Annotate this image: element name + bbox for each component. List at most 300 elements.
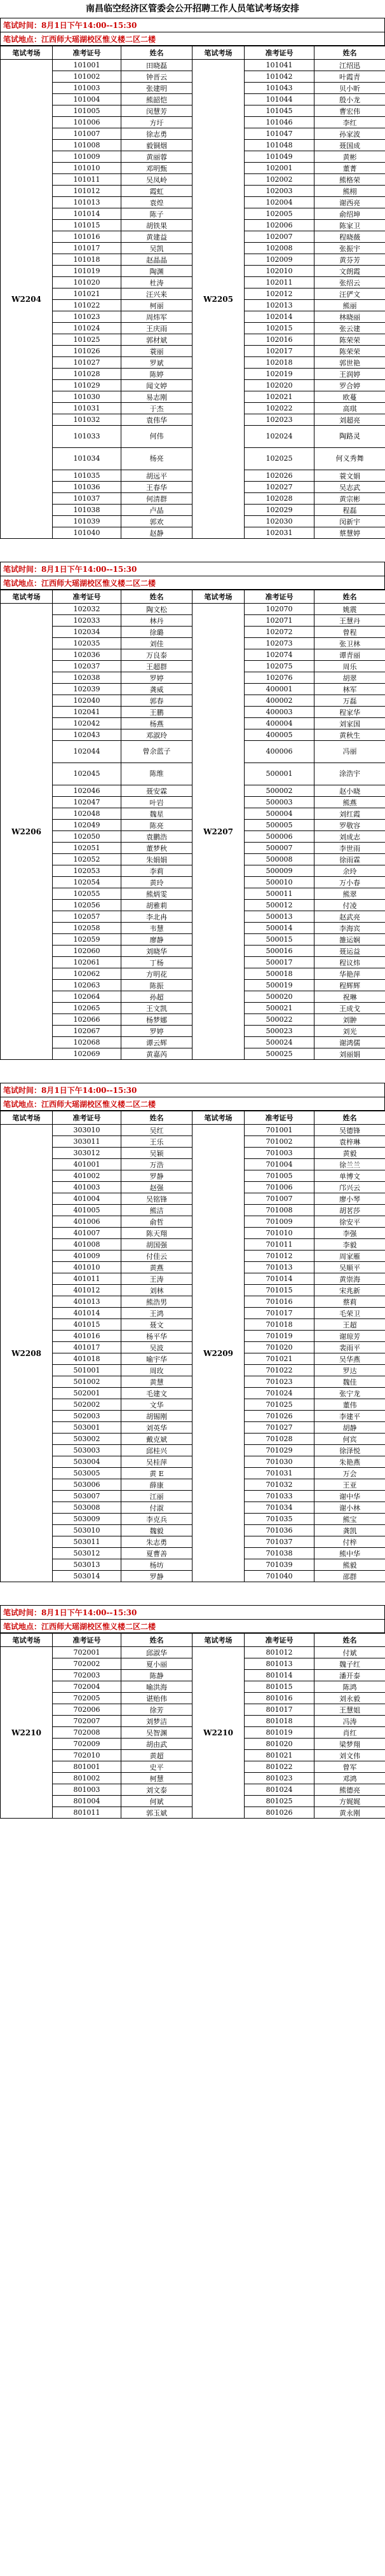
candidate-name: 叶岩 xyxy=(121,797,192,808)
ticket-number: 102061 xyxy=(53,957,121,968)
ticket-number: 102064 xyxy=(53,991,121,1003)
candidate-name: 廖小琴 xyxy=(314,1193,385,1205)
ticket-number: 801026 xyxy=(245,1807,314,1819)
candidate-name: 黄嘉芮 xyxy=(121,1048,192,1060)
candidate-name: 蔡慧婷 xyxy=(314,527,385,539)
header-row xyxy=(1,1634,385,1647)
exam-location: 笔试地点：江西师大瑶湖校区惟义楼二区二楼 xyxy=(0,576,385,590)
ticket-number: 500014 xyxy=(245,923,314,934)
ticket-number: 101021 xyxy=(53,288,121,300)
ticket-number: 702009 xyxy=(53,1739,121,1750)
candidate-name: 刘佳 xyxy=(121,638,192,649)
ticket-number: 701023 xyxy=(245,1376,314,1388)
ticket-number: 102016 xyxy=(245,334,314,346)
candidate-name: 易志刚 xyxy=(121,391,192,403)
candidate-name: 林军 xyxy=(314,684,385,695)
candidate-name: 徐兰兰 xyxy=(314,1159,385,1170)
ticket-number: 702002 xyxy=(53,1658,121,1670)
ticket-number: 101020 xyxy=(53,277,121,288)
ticket-number: 702006 xyxy=(53,1704,121,1716)
ticket-number: 102075 xyxy=(245,661,314,672)
room-cell: W2205 xyxy=(192,60,245,539)
ticket-number: 102050 xyxy=(53,831,121,843)
ticket-number: 102002 xyxy=(245,174,314,186)
candidate-name: 黄宗彬 xyxy=(314,493,385,505)
candidate-name: 宋兆新 xyxy=(314,1285,385,1296)
candidate-name: 熊格荣 xyxy=(314,174,385,186)
ticket-number: 101029 xyxy=(53,380,121,391)
ticket-number: 401013 xyxy=(53,1296,121,1308)
ticket-number: 101038 xyxy=(53,505,121,516)
ticket-number: 701033 xyxy=(245,1491,314,1502)
candidate-name: 陈婷 xyxy=(121,369,192,380)
ticket-number: 701002 xyxy=(245,1136,314,1148)
ticket-number: 401012 xyxy=(53,1285,121,1296)
room-cell: W2207 xyxy=(192,604,245,1060)
ticket-number: 500013 xyxy=(245,911,314,923)
candidate-name: 黄秋生 xyxy=(314,729,385,741)
ticket-number: 101034 xyxy=(53,448,121,470)
ticket-number: 102021 xyxy=(245,391,314,403)
candidate-name: 郭玉斌 xyxy=(121,1807,192,1819)
ticket-number: 502001 xyxy=(53,1388,121,1399)
candidate-name: 贝小昕 xyxy=(314,83,385,94)
candidate-name: 李红 xyxy=(314,117,385,128)
candidate-name: 廖静 xyxy=(121,934,192,946)
ticket-number: 102055 xyxy=(53,888,121,900)
ticket-number: 701012 xyxy=(245,1251,314,1262)
ticket-number: 702007 xyxy=(53,1716,121,1727)
header-row xyxy=(1,46,385,60)
candidate-name: 聂国成 xyxy=(314,140,385,151)
ticket-number: 101013 xyxy=(53,197,121,208)
candidate-name: 程晓薇 xyxy=(314,231,385,243)
ticket-number: 102020 xyxy=(245,380,314,391)
candidate-name: 张建明 xyxy=(121,83,192,94)
ticket-number: 503010 xyxy=(53,1525,121,1536)
candidate-name: 霞虹 xyxy=(121,186,192,197)
ticket-number: 701005 xyxy=(245,1170,314,1182)
room-header: 笔试考场 xyxy=(192,1634,245,1647)
ticket-number: 102012 xyxy=(245,288,314,300)
ticket-number: 102011 xyxy=(245,277,314,288)
ticket-number: 801023 xyxy=(245,1773,314,1784)
header-row xyxy=(1,590,385,604)
candidate-name: 胡茗莎 xyxy=(314,1205,385,1216)
ticket-number: 102056 xyxy=(53,900,121,911)
ticket-number: 401007 xyxy=(53,1228,121,1239)
ticket-number: 102044 xyxy=(53,741,121,763)
ticket-number: 101022 xyxy=(53,300,121,311)
ticket-number: 701038 xyxy=(245,1548,314,1559)
ticket-number: 801016 xyxy=(245,1693,314,1704)
ticket-number: 801001 xyxy=(53,1761,121,1773)
candidate-name: 裴雨平 xyxy=(314,1342,385,1353)
name-header: 姓名 xyxy=(314,1634,385,1647)
table-row xyxy=(1,60,385,71)
ticket-number: 500021 xyxy=(245,1003,314,1014)
ticket-header: 准考证号 xyxy=(53,1111,121,1125)
ticket-number: 702004 xyxy=(53,1681,121,1693)
seating-table xyxy=(0,46,385,539)
candidate-name: 罗婷 xyxy=(121,672,192,684)
candidate-name: 张绍云 xyxy=(314,277,385,288)
ticket-number: 102059 xyxy=(53,934,121,946)
candidate-name: 陈天翔 xyxy=(121,1228,192,1239)
candidate-name: 李毅 xyxy=(314,1239,385,1251)
candidate-name: 何宾 xyxy=(314,1434,385,1445)
ticket-number: 503013 xyxy=(53,1559,121,1571)
ticket-number: 400006 xyxy=(245,741,314,763)
ticket-number: 701016 xyxy=(245,1296,314,1308)
candidate-name: 万小春 xyxy=(314,877,385,888)
candidate-name: 黄丽蓉 xyxy=(121,151,192,163)
ticket-number: 801018 xyxy=(245,1716,314,1727)
candidate-name: 李克兵 xyxy=(121,1514,192,1525)
exam-time: 笔试时间：8月1日下午14:00--15:30 xyxy=(0,1083,385,1097)
ticket-number: 102040 xyxy=(53,695,121,707)
ticket-number: 102024 xyxy=(245,426,314,448)
candidate-name: 王超群 xyxy=(121,661,192,672)
ticket-number: 503002 xyxy=(53,1434,121,1445)
candidate-name: 徐璐 xyxy=(121,627,192,638)
candidate-name: 刘家国 xyxy=(314,718,385,729)
ticket-number: 102072 xyxy=(245,627,314,638)
candidate-name: 徐泽悦 xyxy=(314,1445,385,1456)
candidate-name: 谢琼芳 xyxy=(314,1331,385,1342)
ticket-number: 503006 xyxy=(53,1479,121,1491)
candidate-name: 林丹 xyxy=(121,615,192,627)
candidate-name: 邓淑玲 xyxy=(121,729,192,741)
candidate-name: 陈静 xyxy=(121,1670,192,1681)
candidate-name: 黄永刚 xyxy=(314,1807,385,1819)
ticket-number: 502002 xyxy=(53,1399,121,1411)
ticket-number: 701040 xyxy=(245,1571,314,1582)
candidate-name: 张云建 xyxy=(314,323,385,334)
candidate-name: 刘红霞 xyxy=(314,808,385,820)
ticket-number: 101003 xyxy=(53,83,121,94)
candidate-name: 董菁 xyxy=(314,163,385,174)
ticket-number: 500022 xyxy=(245,1014,314,1026)
ticket-number: 102070 xyxy=(245,604,314,615)
candidate-name: 王成戈 xyxy=(314,1003,385,1014)
ticket-number: 701013 xyxy=(245,1262,314,1273)
ticket-number: 701015 xyxy=(245,1285,314,1296)
candidate-name: 徐志勇 xyxy=(121,128,192,140)
room-header: 笔试考场 xyxy=(192,590,245,604)
ticket-header: 准考证号 xyxy=(245,1634,314,1647)
candidate-name: 谭青丽 xyxy=(314,649,385,661)
candidate-name: 吴顺平 xyxy=(314,1262,385,1273)
candidate-name: 黄 E xyxy=(121,1468,192,1479)
room-header: 笔试考场 xyxy=(1,46,53,60)
exam-section xyxy=(0,18,385,539)
ticket-number: 101027 xyxy=(53,357,121,369)
ticket-number: 500009 xyxy=(245,865,314,877)
candidate-name: 陶文松 xyxy=(121,604,192,615)
candidate-name: 刘丽娟 xyxy=(314,1048,385,1060)
ticket-number: 801004 xyxy=(53,1796,121,1807)
ticket-number: 401005 xyxy=(53,1205,121,1216)
seating-table xyxy=(0,590,385,1060)
ticket-number: 400003 xyxy=(245,707,314,718)
ticket-number: 102037 xyxy=(53,661,121,672)
candidate-name: 吴德锋 xyxy=(314,1125,385,1136)
room-cell: W2206 xyxy=(1,604,53,1060)
ticket-number: 102006 xyxy=(245,220,314,231)
candidate-name: 江绍迅 xyxy=(314,60,385,71)
ticket-number: 401014 xyxy=(53,1308,121,1319)
candidate-name: 王文凯 xyxy=(121,1003,192,1014)
ticket-number: 102026 xyxy=(245,470,314,482)
candidate-name: 吴凯 xyxy=(121,243,192,254)
candidate-name: 谭云辉 xyxy=(121,1037,192,1048)
ticket-number: 101043 xyxy=(245,83,314,94)
candidate-name: 朱娟娟 xyxy=(121,854,192,865)
ticket-number: 701009 xyxy=(245,1216,314,1228)
ticket-number: 102042 xyxy=(53,718,121,729)
ticket-number: 503008 xyxy=(53,1502,121,1514)
ticket-number: 701024 xyxy=(245,1388,314,1399)
candidate-name: 冯丽 xyxy=(314,741,385,763)
ticket-number: 500019 xyxy=(245,980,314,991)
table-row xyxy=(1,1125,385,1136)
ticket-number: 503003 xyxy=(53,1445,121,1456)
candidate-name: 付淑 xyxy=(121,1502,192,1514)
candidate-name: 罗合婷 xyxy=(314,380,385,391)
candidate-name: 熊炳雯 xyxy=(121,888,192,900)
ticket-number: 101008 xyxy=(53,140,121,151)
ticket-number: 102032 xyxy=(53,604,121,615)
ticket-number: 102025 xyxy=(245,448,314,470)
candidate-name: 袁鹏浩 xyxy=(121,831,192,843)
candidate-name: 万良泰 xyxy=(121,649,192,661)
room-cell: W2210 xyxy=(1,1647,53,1819)
candidate-name: 文华 xyxy=(121,1399,192,1411)
candidate-name: 罗婷 xyxy=(121,1026,192,1037)
room-header: 笔试考场 xyxy=(192,1111,245,1125)
candidate-name: 周乐 xyxy=(314,661,385,672)
candidate-name: 吴志武 xyxy=(314,482,385,493)
ticket-number: 102068 xyxy=(53,1037,121,1048)
ticket-number: 701022 xyxy=(245,1365,314,1376)
seating-table xyxy=(0,1111,385,1582)
ticket-number: 102038 xyxy=(53,672,121,684)
ticket-number: 401003 xyxy=(53,1182,121,1193)
candidate-name: 刘梦洁 xyxy=(121,1716,192,1727)
ticket-number: 101014 xyxy=(53,208,121,220)
ticket-header: 准考证号 xyxy=(53,590,121,604)
ticket-number: 101048 xyxy=(245,140,314,151)
ticket-header: 准考证号 xyxy=(245,590,314,604)
ticket-number: 801017 xyxy=(245,1704,314,1716)
ticket-number: 500018 xyxy=(245,968,314,980)
section-spacer xyxy=(0,539,385,562)
ticket-number: 102013 xyxy=(245,300,314,311)
ticket-number: 101010 xyxy=(53,163,121,174)
room-header: 笔试考场 xyxy=(1,1634,53,1647)
ticket-number: 500015 xyxy=(245,934,314,946)
ticket-number: 701018 xyxy=(245,1319,314,1331)
ticket-number: 102004 xyxy=(245,197,314,208)
candidate-name: 赵强 xyxy=(121,1182,192,1193)
candidate-name: 李世雨 xyxy=(314,843,385,854)
ticket-number: 101039 xyxy=(53,516,121,527)
candidate-name: 万浩 xyxy=(121,1159,192,1170)
candidate-name: 谢中华 xyxy=(314,1491,385,1502)
ticket-number: 503012 xyxy=(53,1548,121,1559)
candidate-name: 蓑丽 xyxy=(121,346,192,357)
ticket-number: 702010 xyxy=(53,1750,121,1761)
candidate-name: 陈振 xyxy=(121,980,192,991)
ticket-number: 701029 xyxy=(245,1445,314,1456)
candidate-name: 何斌 xyxy=(121,1796,192,1807)
ticket-number: 500001 xyxy=(245,763,314,785)
candidate-name: 卢晶 xyxy=(121,505,192,516)
candidate-name: 柯丽 xyxy=(121,300,192,311)
candidate-name: 吴桂萍 xyxy=(121,1456,192,1468)
candidate-name: 熊毅 xyxy=(314,1559,385,1571)
candidate-name: 陈亮 xyxy=(121,820,192,831)
ticket-number: 500023 xyxy=(245,1026,314,1037)
ticket-number: 102007 xyxy=(245,231,314,243)
ticket-number: 102015 xyxy=(245,323,314,334)
candidate-name: 李建平 xyxy=(314,1411,385,1422)
candidate-name: 毛荣卫 xyxy=(314,1308,385,1319)
ticket-number: 801003 xyxy=(53,1784,121,1796)
exam-time: 笔试时间：8月1日下午14:00--15:30 xyxy=(0,1605,385,1619)
exam-location: 笔试地点：江西师大瑶湖校区惟义楼二区二楼 xyxy=(0,32,385,46)
ticket-number: 401008 xyxy=(53,1239,121,1251)
candidate-name: 张宁龙 xyxy=(314,1388,385,1399)
candidate-name: 高琪 xyxy=(314,403,385,414)
candidate-name: 李海宾 xyxy=(314,923,385,934)
candidate-name: 吴红 xyxy=(121,1125,192,1136)
ticket-number: 701011 xyxy=(245,1239,314,1251)
ticket-number: 101025 xyxy=(53,334,121,346)
ticket-number: 801002 xyxy=(53,1773,121,1784)
ticket-number: 401017 xyxy=(53,1342,121,1353)
ticket-number: 401002 xyxy=(53,1170,121,1182)
candidate-name: 郭欢 xyxy=(121,516,192,527)
candidate-name: 欧蔓 xyxy=(314,391,385,403)
ticket-number: 500017 xyxy=(245,957,314,968)
ticket-number: 801013 xyxy=(245,1658,314,1670)
ticket-number: 102019 xyxy=(245,369,314,380)
ticket-number: 101019 xyxy=(53,266,121,277)
candidate-name: 程磊 xyxy=(314,505,385,516)
candidate-name: 田晓磊 xyxy=(121,60,192,71)
candidate-name: 吴华燕 xyxy=(314,1353,385,1365)
candidate-name: 刘文伟 xyxy=(314,1750,385,1761)
ticket-number: 401006 xyxy=(53,1216,121,1228)
ticket-number: 400005 xyxy=(245,729,314,741)
ticket-number: 102018 xyxy=(245,357,314,369)
name-header: 姓名 xyxy=(121,1634,192,1647)
ticket-number: 101023 xyxy=(53,311,121,323)
candidate-name: 熊宝 xyxy=(314,1514,385,1525)
name-header: 姓名 xyxy=(121,1111,192,1125)
ticket-number: 101045 xyxy=(245,105,314,117)
candidate-name: 李强 xyxy=(314,1228,385,1239)
candidate-name: 邱桂兴 xyxy=(121,1445,192,1456)
ticket-number: 102071 xyxy=(245,615,314,627)
candidate-name: 周家雁 xyxy=(314,1251,385,1262)
ticket-number: 701035 xyxy=(245,1514,314,1525)
ticket-number: 801020 xyxy=(245,1739,314,1750)
candidate-name: 王润婷 xyxy=(314,369,385,380)
candidate-name: 付梓 xyxy=(314,1536,385,1548)
ticket-number: 101024 xyxy=(53,323,121,334)
candidate-name: 程家华 xyxy=(314,707,385,718)
ticket-number: 303010 xyxy=(53,1125,121,1136)
ticket-number: 701006 xyxy=(245,1182,314,1193)
section-spacer xyxy=(0,1582,385,1605)
candidate-name: 王春华 xyxy=(121,482,192,493)
candidate-name: 胡国强 xyxy=(121,1239,192,1251)
name-header: 姓名 xyxy=(121,590,192,604)
candidate-name: 赵晶晶 xyxy=(121,254,192,266)
ticket-number: 503014 xyxy=(53,1571,121,1582)
candidate-name: 邝兴云 xyxy=(314,1182,385,1193)
candidate-name: 余玲 xyxy=(314,865,385,877)
room-cell: W2210 xyxy=(192,1647,245,1819)
ticket-number: 701028 xyxy=(245,1434,314,1445)
name-header: 姓名 xyxy=(314,590,385,604)
candidate-name: 毛建文 xyxy=(121,1388,192,1399)
ticket-number: 101002 xyxy=(53,71,121,83)
candidate-name: 周玫 xyxy=(121,1365,192,1376)
candidate-name: 吴波 xyxy=(121,1342,192,1353)
candidate-name: 胡锡刚 xyxy=(121,1411,192,1422)
candidate-name: 王涛 xyxy=(121,1273,192,1285)
ticket-number: 102008 xyxy=(245,243,314,254)
candidate-name: 魏星 xyxy=(121,808,192,820)
ticket-number: 500011 xyxy=(245,888,314,900)
candidate-name: 韦慧 xyxy=(121,923,192,934)
candidate-name: 陈维 xyxy=(121,763,192,785)
ticket-number: 701008 xyxy=(245,1205,314,1216)
ticket-number: 701019 xyxy=(245,1331,314,1342)
candidate-name: 邓鸿 xyxy=(314,1773,385,1784)
candidate-name: 张卫林 xyxy=(314,638,385,649)
candidate-name: 黄慧 xyxy=(121,1376,192,1388)
candidate-name: 闻文婷 xyxy=(121,380,192,391)
candidate-name: 王超 xyxy=(314,1319,385,1331)
ticket-number: 101046 xyxy=(245,117,314,128)
candidate-name: 闵慧芳 xyxy=(121,105,192,117)
ticket-number: 503005 xyxy=(53,1468,121,1479)
candidate-name: 张振宇 xyxy=(314,243,385,254)
ticket-number: 102034 xyxy=(53,627,121,638)
candidate-name: 董梦秋 xyxy=(121,843,192,854)
ticket-number: 101015 xyxy=(53,220,121,231)
name-header: 姓名 xyxy=(121,46,192,60)
ticket-number: 102023 xyxy=(245,414,314,426)
candidate-name: 李莉 xyxy=(121,865,192,877)
ticket-number: 701034 xyxy=(245,1502,314,1514)
ticket-number: 101033 xyxy=(53,426,121,448)
ticket-number: 102045 xyxy=(53,763,121,785)
ticket-number: 101004 xyxy=(53,94,121,105)
ticket-number: 500003 xyxy=(245,797,314,808)
candidate-name: 柯慧 xyxy=(121,1773,192,1784)
ticket-number: 701030 xyxy=(245,1456,314,1468)
candidate-name: 付斌 xyxy=(314,1647,385,1658)
candidate-name: 于杰 xyxy=(121,403,192,414)
ticket-header: 准考证号 xyxy=(245,1111,314,1125)
candidate-name: 黄燕 xyxy=(121,1262,192,1273)
